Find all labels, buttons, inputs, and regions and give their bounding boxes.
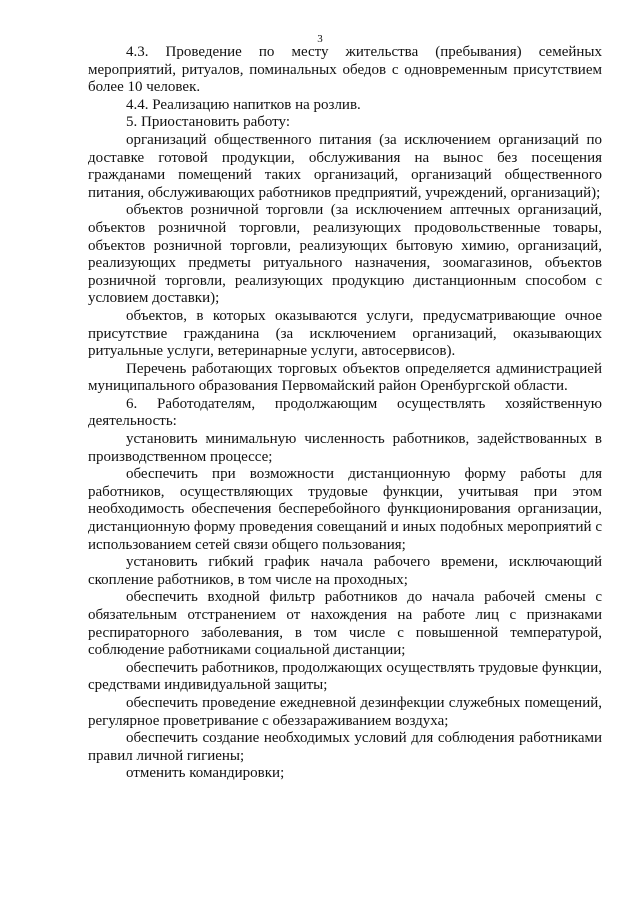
paragraph-disinfection: обеспечить проведение ежедневной дезинфекции служебных помещений, регулярное проветривание с обеззараживанием воздуха;: [88, 694, 602, 729]
paragraph-services: объектов, в которых оказываются услуги, предусматривающие очное присутствие гражданина (за исключением организаций, оказывающих ритуальные услуги, ветеринарные услуги, автосервисов).: [88, 307, 602, 360]
paragraph-ppe: обеспечить работников, продолжающих осуществлять трудовые функции, средствами индивидуальной защиты;: [88, 659, 602, 694]
paragraph-list-of-objects: Перечень работающих торговых объектов определяется администрацией муниципального образования Первомайский район Оренбургской области.: [88, 360, 602, 395]
paragraph-catering: организаций общественного питания (за исключением организаций по доставке готовой продукции, обслуживания на вынос без посещения гражданами помещений таких организаций, организаций общественного питания, обслуживающих работников предприятий, учреждений, организаций);: [88, 131, 602, 201]
paragraph-remote-work: обеспечить при возможности дистанционную форму работы для работников, осуществляющих трудовые функции, учитывая при этом необходимость обеспечения бесперебойного функционирования организации, дистанционную форму проведения совещаний и иных подобных мероприятий с использованием сетей связи общего пользования;: [88, 466, 602, 553]
paragraph-hygiene: обеспечить создание необходимых условий для соблюдения работниками правил личной гигиены;: [88, 730, 602, 764]
document-body: [88, 44, 602, 783]
paragraph-retail: объектов розничной торговли (за исключением аптечных организаций, объектов розничной торговли, реализующих продовольственные товары, объектов розничной торговли, реализующих бытовую химию, организаций, реализующих предметы ритуального назначения, зоомагазинов, объектов розничной торговли, реализующих продукцию дистанционным способом с условием доставки);: [88, 202, 602, 307]
paragraph-entry-filter: обеспечить входной фильтр работников до начала рабочей смены с обязательным отстранением от нахождения на работе лиц с признаками респираторного заболевания, в том числе с повышенной температурой, соблюдение работниками социальной дистанции;: [88, 589, 602, 659]
paragraph-4-4: 4.4. Реализацию напитков на розлив.: [126, 96, 361, 113]
paragraph-min-staff: установить минимальную численность работников, задействованных в производственном процессе;: [88, 431, 602, 465]
paragraph-5: 5. Приостановить работу:: [126, 114, 290, 131]
page-number: 3: [317, 33, 323, 45]
paragraph-business-trips: отменить командировки;: [126, 765, 285, 782]
paragraph-6: 6. Работодателям, продолжающим осуществлять хозяйственную деятельность:: [88, 395, 602, 430]
paragraph-4-3: 4.3. Проведение по месту жительства (пребывания) семейных мероприятий, ритуалов, поминальных обедов с одновременным присутствием более 10 человек.: [88, 44, 602, 96]
paragraph-flexible-schedule: установить гибкий график начала рабочего времени, исключающий скопление работников, в том числе на проходных;: [88, 554, 602, 588]
